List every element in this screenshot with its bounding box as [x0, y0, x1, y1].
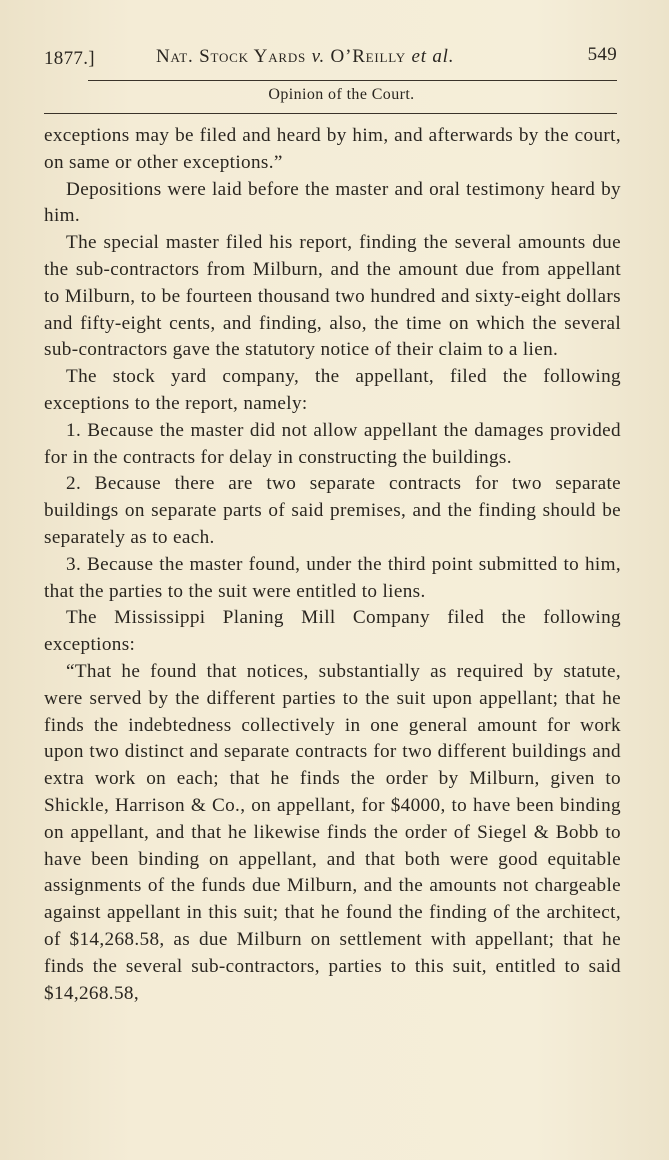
exception-item-2: 2. Because there are two separate contracts for two separate buildings on separate parts of said premises, and the finding should be separately as to each.: [44, 473, 621, 548]
header-title-part2: O’Reilly: [325, 46, 412, 67]
paragraph-stock-yard-exceptions: The stock yard company, the appellant, filed the following exceptions to the report, namely:: [44, 366, 621, 414]
header-rule-bottom: [44, 113, 617, 114]
body-text: [44, 123, 621, 1007]
exception-item-1: 1. Because the master did not allow appellant the damages provided for in the contracts for delay in constructing the buildings.: [44, 419, 621, 468]
paragraph-continued: exceptions may be filed and heard by him, and afterwards by the court, on same or other exceptions.”: [44, 125, 621, 173]
page-number: 549: [587, 44, 617, 65]
header-title-v: v.: [311, 46, 325, 67]
paragraph-master-report: The special master filed his report, finding the several amounts due the sub-contractors from Milburn, and the amount due from appellant to Milburn, to be fourteen thousand two hundred and sixty-eight dollars and fifty-eight cents, and finding, also, the time on which the several sub-contractors gave the statutory notice of their claim to a lien.: [44, 232, 621, 361]
paragraph-quoted-exceptions: “That he found that notices, substantially as required by statute, were served by the different parties to the suit upon appellant; that he finds the indebtedness collectively in one general amount for work upon two distinct and separate contracts for two different buildings and extra work on each; that he finds the order by Milburn, given to Shickle, Harrison & Co., on appellant, for $4000, to have been binding on appellant, and that he likewise finds the order of Siegel & Bobb to have been binding on appellant, and that both were good equitable assignments of the funds due Milburn, and the amounts not chargeable against appellant in this suit; that he found the finding of the architect, of $14,268.58, as due Milburn on settlement with appellant; that he finds the several sub-contractors, parties to this suit, entitled to said $14,268.58,: [44, 660, 621, 1004]
header-title-etal: et al.: [411, 46, 455, 67]
paragraph-planing-mill: The Mississippi Planing Mill Company filed the following exceptions:: [44, 607, 621, 656]
paragraph-depositions: Depositions were laid before the master and oral testimony heard by him.: [44, 178, 621, 227]
section-subheading: Opinion of the Court.: [268, 86, 415, 103]
header-year: 1877.]: [44, 48, 95, 69]
exception-item-3: 3. Because the master found, under the third point submitted to him, that the parties to the suit were entitled to liens.: [44, 553, 621, 602]
running-header: [44, 40, 617, 76]
header-rule-top: [88, 80, 617, 81]
header-title-part1: Nat. Stock Yards: [156, 46, 312, 67]
header-case-title: [156, 46, 454, 68]
